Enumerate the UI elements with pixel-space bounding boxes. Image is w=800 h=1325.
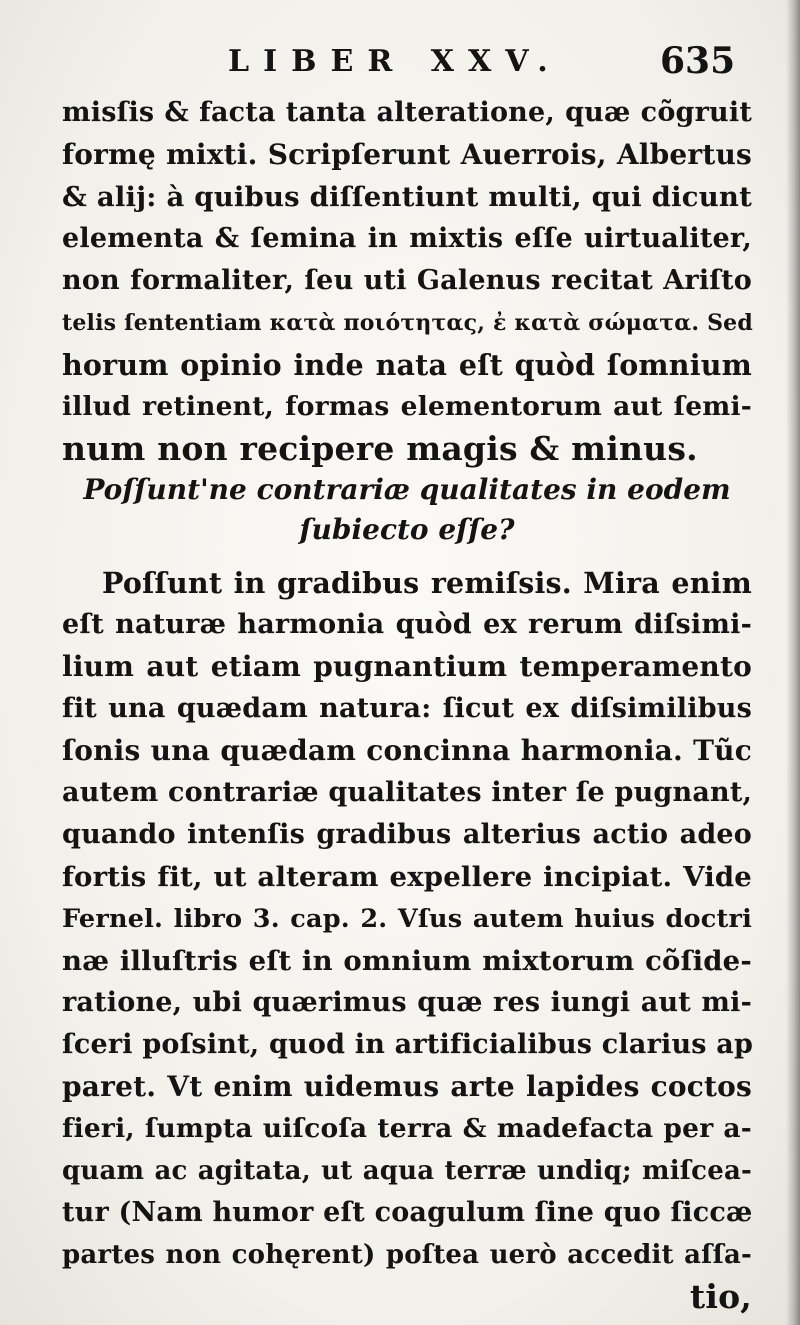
text-line: num non recipere magis & minus. — [62, 429, 698, 468]
text-line: non formaliter, ſeu uti Galenus recitat Ariſto — [62, 265, 752, 296]
catchword: tio, — [689, 1277, 752, 1316]
text-line: telis ſententiam κατὰ ποιότητας, ἐ κατὰ σώματα. Sed — [62, 310, 753, 336]
text-line: paret. Vt enim uidemus arte lapides coctos — [62, 1070, 752, 1103]
text-line: horum opinio inde nata eſt quòd ſomnium — [62, 348, 752, 382]
text-line: misſis & facta tanta alteratione, quæ cõgruit — [62, 97, 752, 128]
text-line: formę mixti. Scripſerunt Auerrois, Albertus — [62, 138, 752, 171]
text-line: & alij: à quibus diſſentiunt multi, qui dicunt — [62, 181, 752, 213]
text-line: Poſſunt in gradibus remiſsis. Mira enim — [102, 566, 752, 600]
text-line: eſt naturæ harmonia quòd ex rerum diſsimi- — [62, 609, 752, 640]
text-line: fieri, ſumpta uiſcoſa terra & madefacta per a- — [62, 1113, 752, 1144]
text-line: næ illuſtris eſt in omnium mixtorum cõſide- — [62, 945, 752, 977]
text-line: quam ac agitata, ut aqua terræ undiq; miſcea- — [62, 1156, 752, 1186]
text-line: fit una quædam natura: ſicut ex diſsimilibus — [62, 693, 752, 724]
text-line: Fernel. libro 3. cap. 2. Vſus autem huius doctri — [62, 904, 752, 934]
text-line: tur (Nam humor eſt coagulum ſine quo ſiccæ — [62, 1197, 753, 1228]
text-line: autem contrariæ qualitates inter ſe pugnant, — [62, 777, 753, 808]
page-header — [0, 40, 800, 90]
text-line: partes non cohęrent) poſtea uerò accedit aſſa- — [62, 1240, 752, 1270]
running-head: LIBER XXV. — [228, 44, 562, 79]
page-number: 635 — [660, 40, 736, 82]
text-line: fortis fit, ut alteram expellere incipiat. Vide — [62, 861, 752, 893]
paragraph-2 — [62, 562, 752, 1318]
text-line: ſonis una quædam concinna harmonia. Tũc — [62, 734, 752, 767]
text-line: ratione, ubi quærimus quæ res iungi aut mi- — [62, 987, 752, 1018]
paragraph-1 — [62, 92, 752, 470]
heading-line: ſubiecto eſſe? — [299, 513, 515, 546]
text-line: lium aut etiam pugnantium temperamento — [62, 650, 752, 683]
section-heading — [62, 470, 752, 550]
page-edge-shadow — [786, 0, 800, 1325]
text-line: illud retinent, formas elementorum aut ſemi- — [62, 391, 752, 422]
text-line: quando intenſis gradibus alterius actio adeo — [62, 819, 752, 850]
text-line: elementa & ſemina in mixtis eſſe uirtualiter, — [62, 223, 752, 254]
text-line: ſceri poſsint, quod in artificialibus clarius ap — [62, 1029, 754, 1060]
heading-line: Poſſunt'ne contrariæ qualitates in eodem — [83, 473, 731, 506]
